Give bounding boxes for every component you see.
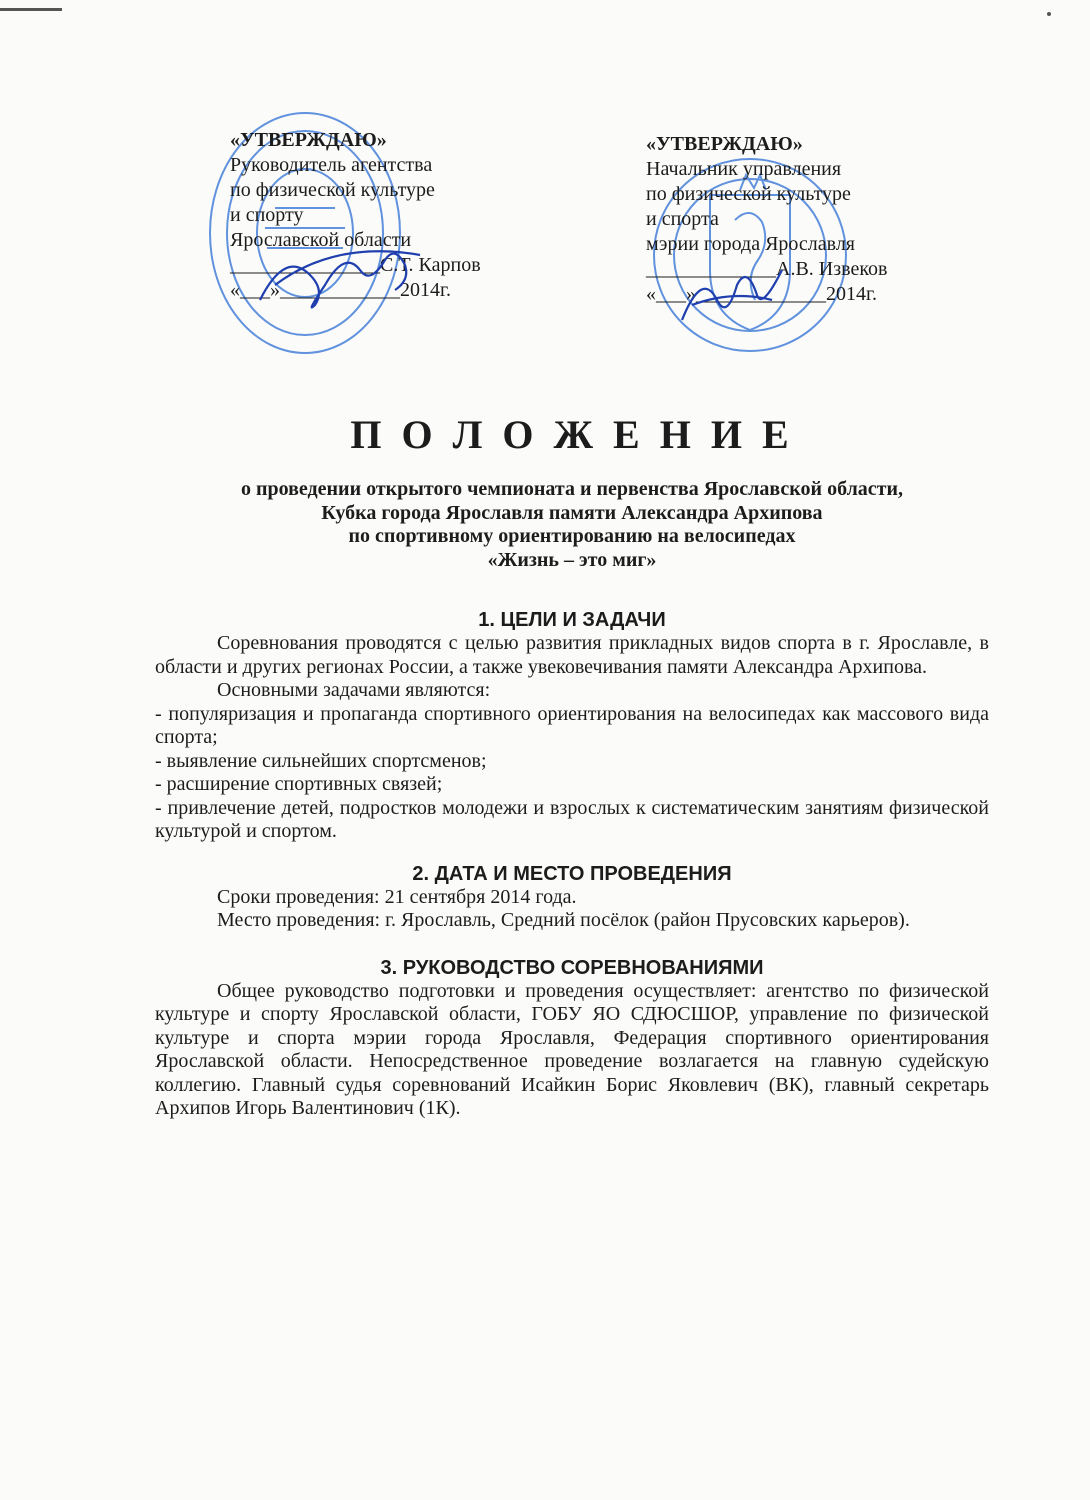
approval-line: по физической культуре	[646, 183, 851, 205]
document-subtitle	[155, 478, 989, 572]
section-heading: 1. ЦЕЛИ И ЗАДАЧИ	[478, 609, 666, 631]
approval-line: по физической культуре	[230, 179, 435, 201]
list-item: - выявление сильнейших спортсменов;	[155, 749, 487, 772]
section-date-place	[155, 862, 989, 933]
document-title: П О Л О Ж Е Н И Е	[350, 412, 794, 457]
handwritten-signature-left	[255, 230, 425, 320]
list-item: - расширение спортивных связей;	[155, 773, 443, 795]
approval-heading: «УТВЕРЖДАЮ»	[230, 129, 387, 151]
section-paragraph: Сроки проведения: 21 сентября 2014 года.	[217, 885, 577, 908]
approval-signer-line: _____________А.В. Извеков	[646, 258, 888, 280]
section-goals	[155, 608, 989, 844]
approval-line: Ярославской области	[230, 229, 412, 251]
approval-heading: «УТВЕРЖДАЮ»	[646, 133, 803, 155]
section-paragraph: Место проведения: г. Ярославль, Средний посёлок (район Прусовских карьеров).	[217, 909, 910, 931]
section-paragraph: Соревнования проводятся с целью развития прикладных видов спорта в г. Ярославле, в области и других регионах России, а также увековечивания памяти Александра Архипова.	[155, 632, 989, 678]
list-item: - популяризация и пропаганда спортивного ориентирования на велосипедах как массового вида спорта;	[155, 702, 989, 748]
approval-signer-line: _______________С.Т. Карпов	[230, 254, 481, 276]
scan-mark-top-left	[0, 8, 62, 11]
section-heading: 3. РУКОВОДСТВО СОРЕВНОВАНИЯМИ	[380, 956, 764, 979]
approval-line: и спорту	[230, 204, 304, 226]
handwritten-signature-right	[672, 260, 792, 330]
approval-line: Руководитель агентства	[230, 154, 433, 176]
document-body	[155, 412, 989, 1121]
scan-mark-top-right	[1047, 12, 1051, 16]
section-heading: 2. ДАТА И МЕСТО ПРОВЕДЕНИЯ	[412, 862, 732, 885]
subtitle-line: Кубка города Ярославля памяти Александра Архипова	[321, 501, 823, 524]
section-management	[155, 956, 989, 1121]
list-item: - привлечение детей, подростков молодежи и взрослых к систематическим занятиям физической культурой и спортом.	[155, 796, 989, 842]
subtitle-line: о проведении открытого чемпионата и первенства Ярославской области,	[240, 478, 904, 500]
section-paragraph: Основными задачами являются:	[217, 679, 491, 701]
subtitle-line: по спортивному ориентированию на велосипедах	[348, 525, 796, 547]
section-paragraph: Общее руководство подготовки и проведения осуществляет: агентство по физической культуре и спорту Ярославской области, ГОБУ ЯО СДЮСШОР, управление по физической культуре и спорта мэрии города Ярославля, Федерация спортивного ориентирования Ярославской области. Непосредственное проведение возлагается на главную судейскую коллегию. Главный судья соревнований Исайкин Борис Яковлевич (ВК), главный секретарь Архипов Игорь Валентинович (1К).	[155, 979, 989, 1119]
approval-line: и спорта	[646, 208, 719, 230]
approval-line: Начальник управления	[646, 158, 842, 180]
approval-line: мэрии города Ярославля	[646, 233, 856, 255]
approval-date-line: «___»____________2014г.	[230, 279, 451, 301]
approval-date-line: «___»_____________2014г.	[646, 283, 877, 305]
subtitle-line: «Жизнь – это миг»	[487, 548, 657, 571]
